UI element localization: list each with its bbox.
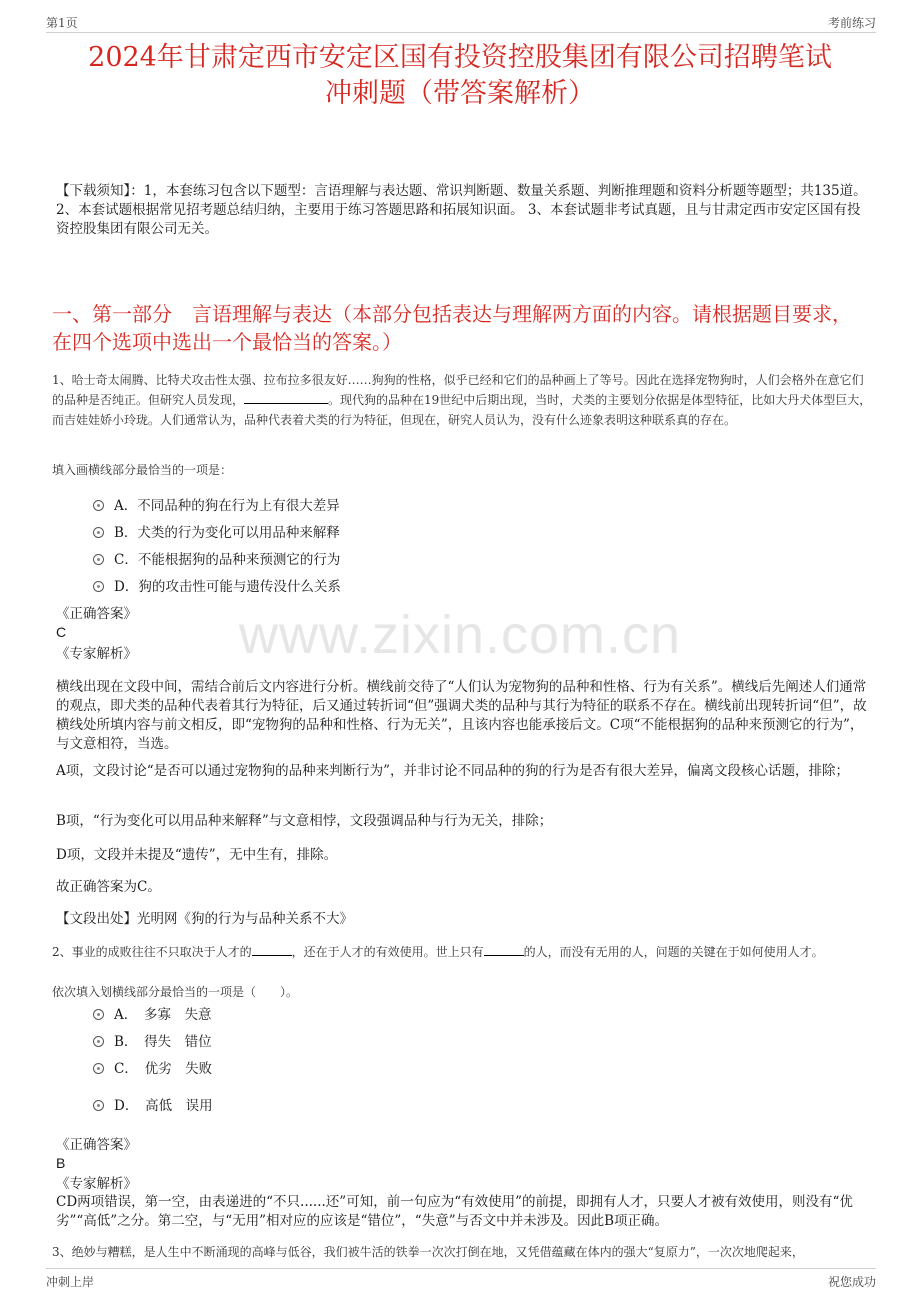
question-3-stem: 3、绝妙与糟糕，是人生中不断涌现的高峰与低谷，我们被牛活的铁拳一次次打倒在地，又凭借蕴藏在体内的强大“复原力”，一次次地爬起来， — [52, 1245, 804, 1259]
question-2-stem — [52, 942, 872, 962]
q2-stem-part-a: 2、事业的成败往往不只取决于人才的 — [52, 945, 252, 959]
q1-stem-part-a: 1、哈士奇太闹腾、比特犬攻击性太强、拉布拉多很友好……狗狗的性格，似乎已经和它们的品种画上了等号。因此在选择宠物狗时，人们会格外在意它们的品种是否纯正。但研究人员发现， — [52, 373, 864, 407]
q1-option-c-label: C．不能根据狗的品种来预测它的行为 — [114, 552, 341, 568]
watermark: www.zixin.com.cn — [238, 605, 682, 665]
q2-option-c[interactable] — [93, 1060, 212, 1078]
q1-answer-label: 《正确答案》 — [56, 606, 137, 622]
q2-stem-part-c: 的人，而没有无用的人，问题的关键在于如何使用人才。 — [523, 945, 824, 959]
download-notice: 【下载须知】：1，本套练习包含以下题型：言语理解与表达题、常识判断题、数量关系题、判断推理题和资料分析题等题型；共135道。 2、本套试题根据常见招考题总结归纳，主要用于练习答题思路和拓展知识面。 3、本套试题非考试真题，且与甘肃定西市安定区国有投资控股集团有限公司无关。 — [56, 183, 867, 237]
q2-fill-blank-2 — [484, 943, 524, 956]
q1-option-b[interactable] — [93, 524, 340, 542]
q2-option-d[interactable] — [93, 1097, 213, 1115]
q1-option-a[interactable] — [93, 497, 340, 515]
q2-analysis-label: 《专家解析》 — [56, 1176, 137, 1192]
radio-icon[interactable] — [93, 581, 104, 592]
q1-option-c[interactable] — [93, 551, 340, 569]
q1-analysis-label: 《专家解析》 — [56, 646, 137, 662]
footer-left-label: 冲刺上岸 — [46, 1275, 95, 1289]
radio-icon[interactable] — [93, 500, 104, 511]
q2-option-b[interactable] — [93, 1033, 212, 1051]
section-heading: 一、第一部分 言语理解与表达（本部分包括表达与理解两方面的内容。请根据题目要求，在四个选项中选出一个最恰当的答案。） — [52, 302, 852, 354]
radio-icon[interactable] — [93, 1036, 104, 1047]
q1-option-b-label: B．犬类的行为变化可以用品种来解释 — [114, 525, 340, 541]
footer-divider — [46, 1268, 876, 1269]
title-line-2: 冲刺题（带答案解析） — [325, 78, 595, 109]
radio-icon[interactable] — [93, 527, 104, 538]
q1-answer: C — [56, 624, 67, 640]
q1-option-d-label: D．狗的攻击性可能与遗传没什么关系 — [114, 579, 341, 595]
q1-stem-part-b: 。现代狗的品种在19世纪中后期出现，当时，犬类的主要划分依据是体型特征，比如大丹犬体型巨大，而吉娃娃娇小玲珑。人们通常认为，品种代表着犬类的行为特征，但现在，研究人员认为，没有什么迹象表明这种联系真的存在。 — [52, 393, 872, 427]
q1-analysis-paragraph-5: 故正确答案为C。 — [56, 879, 161, 895]
q1-fill-blank — [244, 391, 328, 404]
radio-icon[interactable] — [93, 1009, 104, 1020]
q1-analysis-paragraph-1: 横线出现在文段中间，需结合前后文内容进行分析。横线前交待了“人们认为宠物狗的品种和性格、行为有关系”。横线后先阐述人们通常的观点，即犬类的品种代表着其行为特征，后又通过转折词“但”强调犬类的品种与其行为特征的联系不存在。横线前出现转折词“但”，故横线处所填内容与前文相反，即“宠物狗的品种和性格、行为无关”，且该内容也能承接后文。C项“不能根据狗的品种来预测它的行为”，与文意相符，当选。 — [56, 679, 867, 752]
header-right-label: 考前练习 — [827, 16, 876, 30]
q2-fill-blank-1 — [252, 943, 292, 956]
radio-icon[interactable] — [93, 1063, 104, 1074]
radio-icon[interactable] — [93, 1100, 104, 1111]
title-line-1: 2024年甘肃定西市安定区国有投资控股集团有限公司招聘笔试 — [88, 42, 832, 73]
header-divider — [46, 32, 876, 33]
q1-option-a-label: A．不同品种的狗在行为上有很大差异 — [114, 498, 340, 514]
page-number: 第1页 — [46, 16, 78, 30]
q2-analysis: CD两项错误，第一空，由表递进的“不只......还”可知，前一句应为“有效使用”的前提，即拥有人才，只要人才被有效使用，则没有“优劣”“高低”之分。第二空，与“无用”相对应的应该是“错位”，“失意”与否文中并未涉及。因此B项正确。 — [56, 1194, 853, 1229]
q2-option-a-label: A． 多寡 失意 — [114, 1007, 212, 1023]
question-1-prompt: 填入画横线部分最恰当的一项是： — [52, 463, 233, 477]
q1-option-d[interactable] — [93, 578, 341, 596]
document-title — [40, 40, 880, 112]
footer-right-label: 祝您成功 — [827, 1275, 876, 1289]
radio-icon[interactable] — [93, 554, 104, 565]
q2-option-a[interactable] — [93, 1006, 212, 1024]
q1-analysis-paragraph-4: D项，文段并未提及“遗传”，无中生有，排除。 — [56, 847, 338, 863]
question-1-stem — [52, 370, 872, 430]
q1-analysis-paragraph-3: B项，“行为变化可以用品种来解释”与文意相悖，文段强调品种与行为无关，排除； — [56, 813, 553, 829]
q2-answer: B — [56, 1155, 66, 1171]
q1-source: 【文段出处】光明网《狗的行为与品种关系不大》 — [56, 911, 353, 927]
q2-option-b-label: B． 得失 错位 — [114, 1034, 212, 1050]
q2-stem-part-b: ，还在于人才的有效使用。世上只有 — [291, 945, 484, 959]
q1-analysis-paragraph-2: A项，文段讨论“是否可以通过宠物狗的品种来判断行为”，并非讨论不同品种的狗的行为是否有很大差异，偏离文段核心话题，排除； — [56, 763, 850, 779]
q2-answer-label: 《正确答案》 — [56, 1137, 137, 1153]
question-2-prompt: 依次填入划横线部分最恰当的一项是（ ）。 — [52, 985, 299, 999]
q2-option-c-label: C． 优劣 失败 — [114, 1061, 213, 1077]
q2-option-d-label: D． 高低 误用 — [114, 1098, 213, 1114]
